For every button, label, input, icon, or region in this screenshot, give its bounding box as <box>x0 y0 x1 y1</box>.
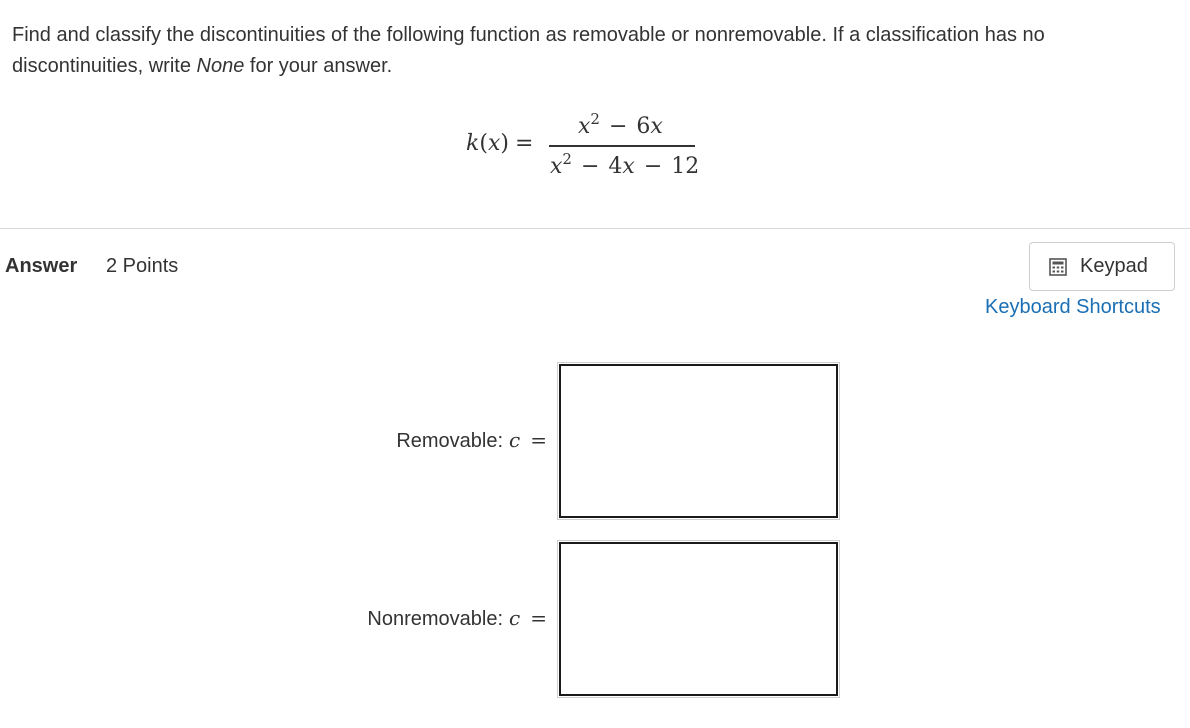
nonremovable-answer-input[interactable] <box>559 542 838 696</box>
keyboard-shortcuts-link[interactable]: Keyboard Shortcuts <box>985 296 1161 318</box>
nonremovable-label: Nonremovable: c = <box>367 606 547 630</box>
fraction-bar <box>549 145 695 147</box>
keypad-button-label: Keypad <box>1080 255 1148 277</box>
question-text <box>12 20 1172 82</box>
calculator-icon <box>1049 258 1067 276</box>
removable-answer-input[interactable] <box>559 364 838 518</box>
points-label: 2 Points <box>106 255 179 277</box>
function-name: k <box>466 131 480 156</box>
function-denominator: $x^2 - 4x - 12$ <box>550 150 700 179</box>
question-text-part2: for your answer. <box>244 55 393 77</box>
keypad-button[interactable] <box>1029 242 1175 291</box>
function-variable: x <box>487 131 501 156</box>
removable-label: Removable: c = <box>396 428 547 452</box>
function-lhs: k(x) <box>466 131 509 156</box>
section-divider <box>0 228 1190 229</box>
answer-label: Answer <box>5 255 78 277</box>
function-numerator: $x^2 - 6x$ <box>578 110 663 139</box>
question-emphasis: None <box>196 55 245 77</box>
question-text-part1: Find and classify the discontinuities of the following function as removable or nonremovable. If a classification has no discontinuities, write <box>12 24 1045 77</box>
function-equals: = <box>515 131 534 156</box>
